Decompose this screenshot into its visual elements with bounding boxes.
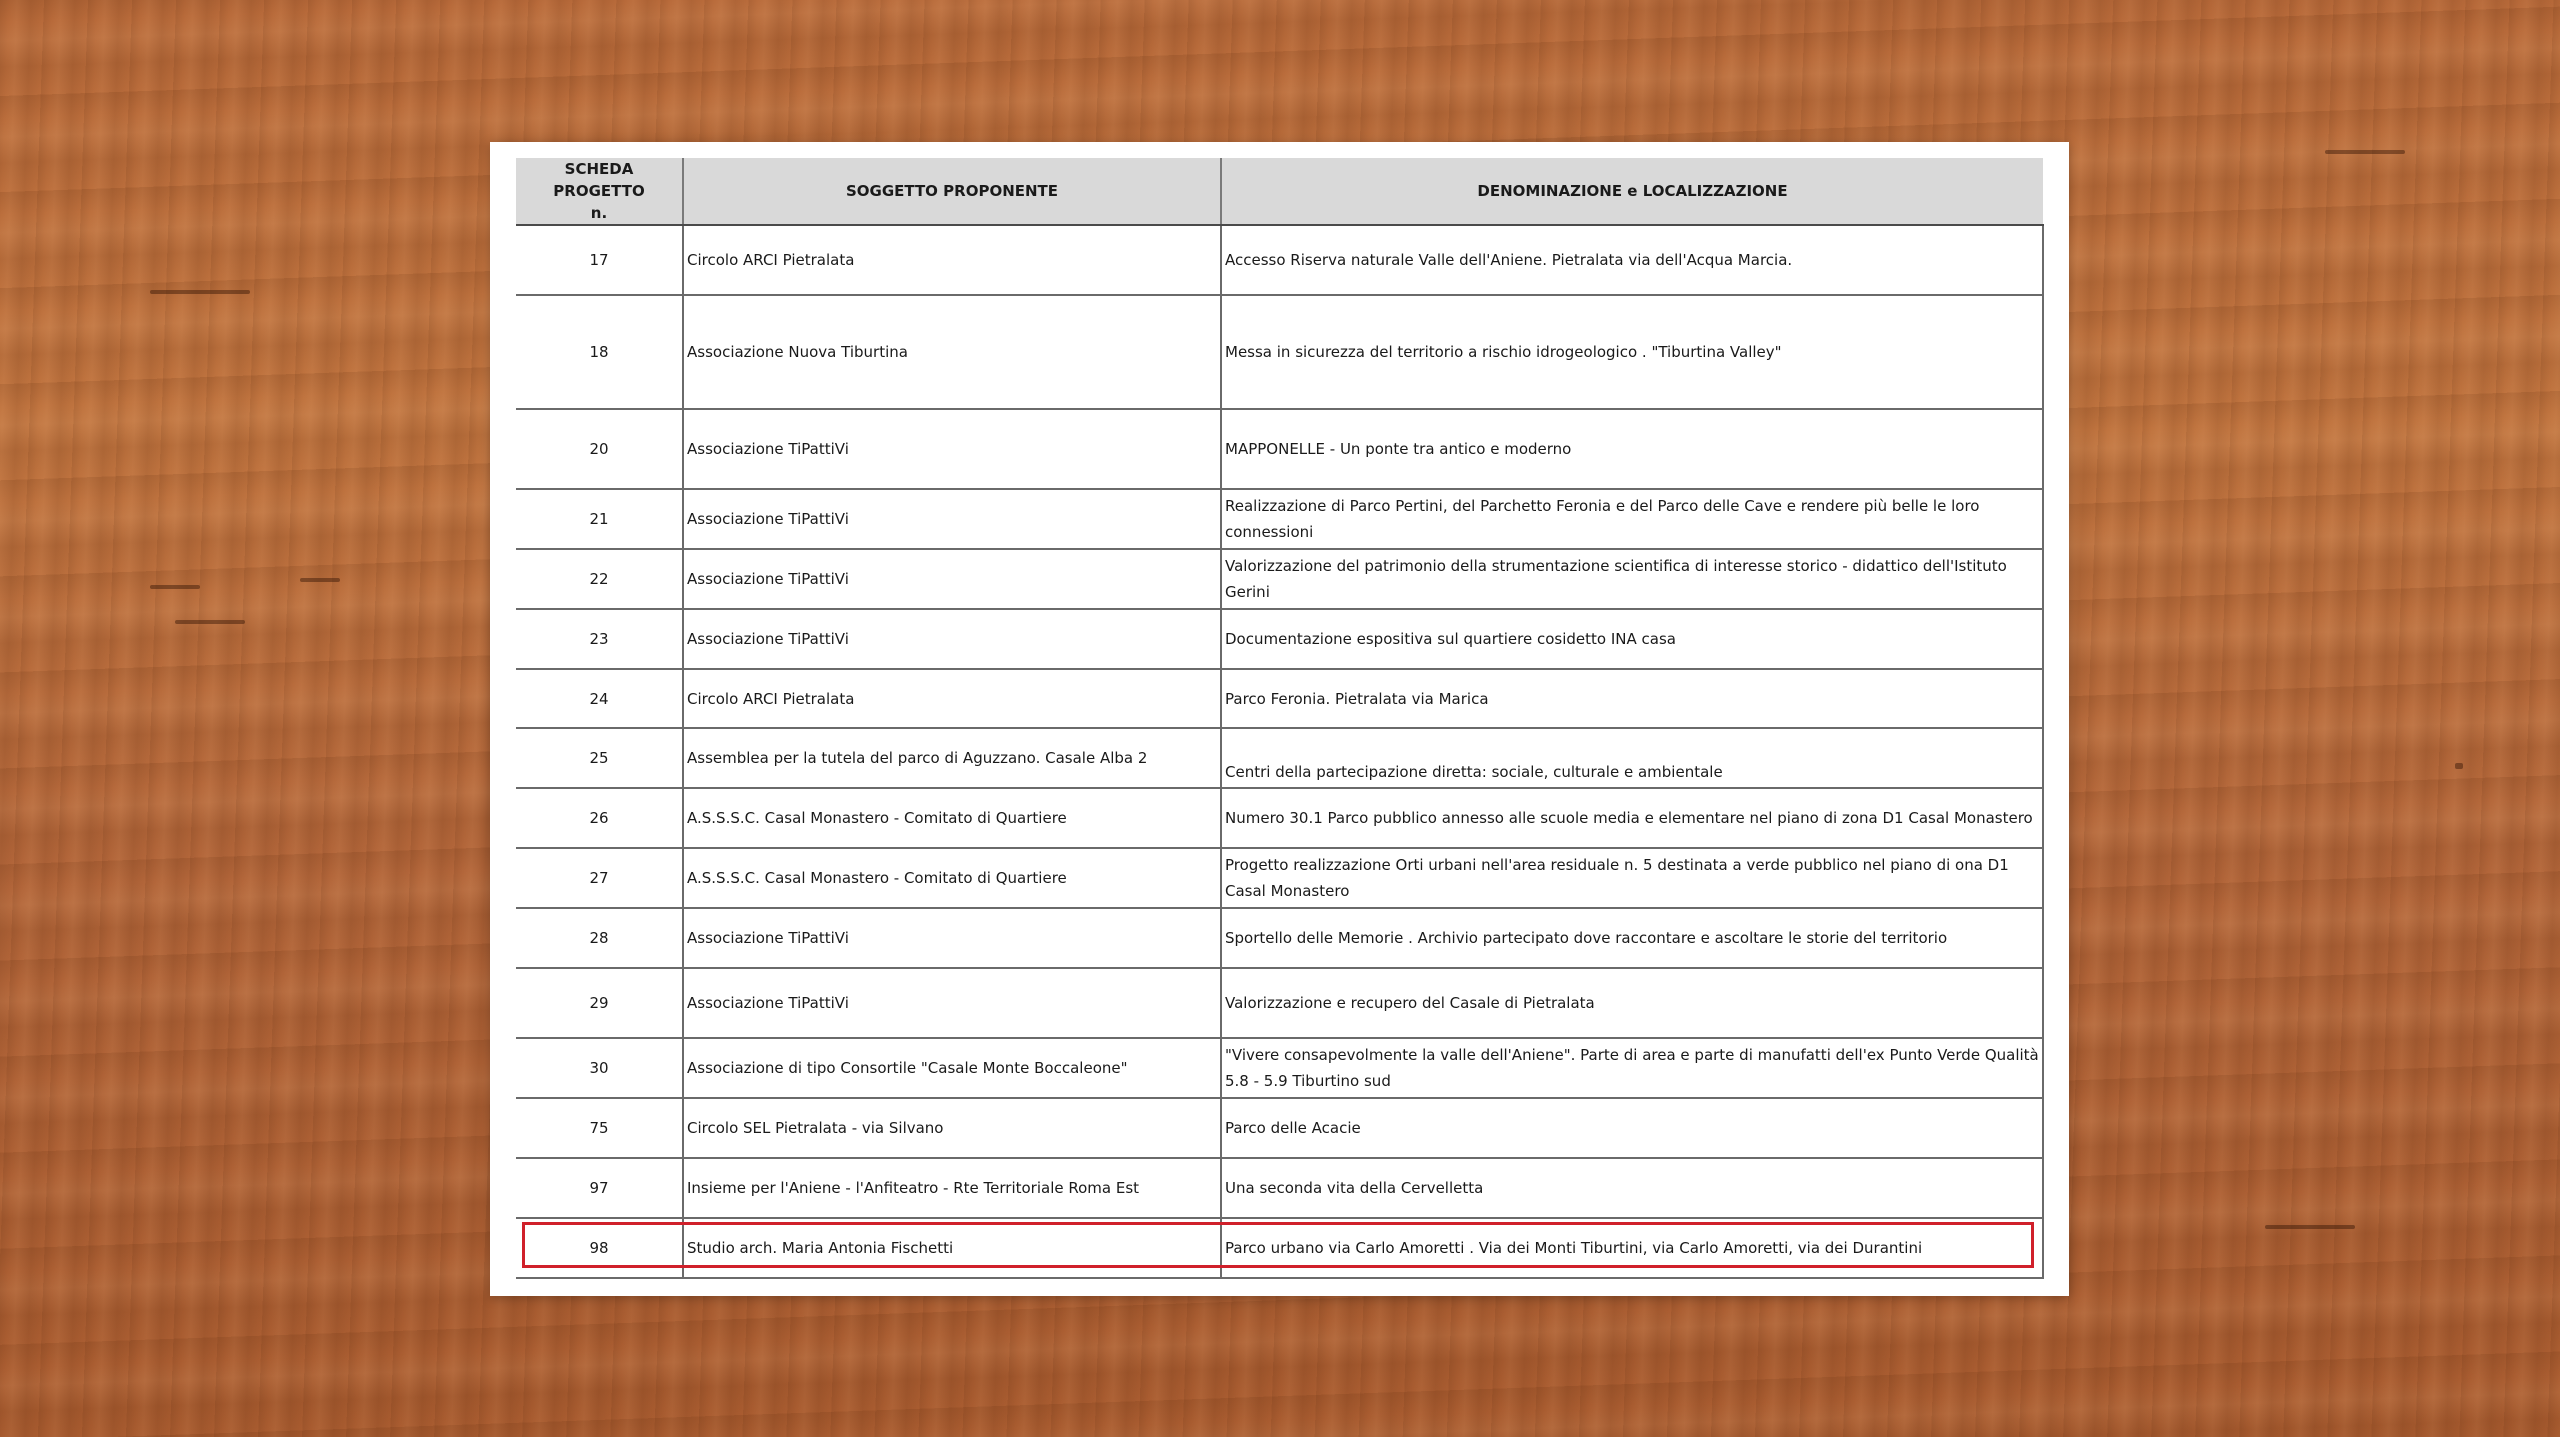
wood-grain-mark — [300, 578, 340, 582]
proponent: Associazione TiPattiVi — [683, 908, 1221, 968]
description: MAPPONELLE - Un ponte tra antico e moderno — [1221, 409, 2043, 489]
table-row — [516, 908, 2043, 968]
description: Numero 30.1 Parco pubblico annesso alle scuole media e elementare nel piano di zona D1 Casal Monastero — [1221, 788, 2043, 848]
proponent: Associazione TiPattiVi — [683, 609, 1221, 669]
proponent: Insieme per l'Aniene - l'Anfiteatro - Rte Territoriale Roma Est — [683, 1158, 1221, 1218]
table-row — [516, 549, 2043, 609]
project-number: 18 — [516, 295, 683, 409]
proponent: Associazione Nuova Tiburtina — [683, 295, 1221, 409]
table-row — [516, 728, 2043, 788]
proponent: Circolo ARCI Pietralata — [683, 669, 1221, 728]
proponent: Circolo ARCI Pietralata — [683, 225, 1221, 295]
proponent: Associazione TiPattiVi — [683, 409, 1221, 489]
document-page — [490, 142, 2069, 1296]
projects-table — [516, 158, 2044, 1279]
proponent: Associazione di tipo Consortile "Casale Monte Boccaleone" — [683, 1038, 1221, 1098]
description: Realizzazione di Parco Pertini, del Parchetto Feronia e del Parco delle Cave e rendere più belle le loro connessioni — [1221, 489, 2043, 549]
header-description: DENOMINAZIONE e LOCALIZZAZIONE — [1221, 158, 2043, 225]
description: Valorizzazione e recupero del Casale di Pietralata — [1221, 968, 2043, 1038]
project-number: 17 — [516, 225, 683, 295]
description: Centri della partecipazione diretta: sociale, culturale e ambientale — [1221, 728, 2043, 788]
proponent: Associazione TiPattiVi — [683, 968, 1221, 1038]
description: Parco delle Acacie — [1221, 1098, 2043, 1158]
proponent: A.S.S.S.C. Casal Monastero - Comitato di Quartiere — [683, 848, 1221, 908]
description: Parco urbano via Carlo Amoretti . Via dei Monti Tiburtini, via Carlo Amoretti, via dei Durantini — [1221, 1218, 2043, 1278]
wood-grain-mark — [2265, 1225, 2355, 1229]
header-project-number — [516, 158, 683, 225]
table-row-highlighted — [516, 1218, 2043, 1278]
project-number: 97 — [516, 1158, 683, 1218]
table-row — [516, 968, 2043, 1038]
project-number: 24 — [516, 669, 683, 728]
wood-grain-mark — [150, 290, 250, 294]
table-row — [516, 1038, 2043, 1098]
proponent: A.S.S.S.C. Casal Monastero - Comitato di Quartiere — [683, 788, 1221, 848]
table-row — [516, 788, 2043, 848]
project-number: 26 — [516, 788, 683, 848]
proponent: Circolo SEL Pietralata - via Silvano — [683, 1098, 1221, 1158]
description: Valorizzazione del patrimonio della strumentazione scientifica di interesse storico - didattico dell'Istituto Gerini — [1221, 549, 2043, 609]
table-row — [516, 225, 2043, 295]
table-row — [516, 848, 2043, 908]
project-number: 21 — [516, 489, 683, 549]
table-row — [516, 1098, 2043, 1158]
project-number: 22 — [516, 549, 683, 609]
project-number: 23 — [516, 609, 683, 669]
description: Sportello delle Memorie . Archivio partecipato dove raccontare e ascoltare le storie del territorio — [1221, 908, 2043, 968]
table-header-row — [516, 158, 2043, 225]
table-row — [516, 669, 2043, 728]
header-project-number-line2: n. — [590, 204, 608, 222]
project-number: 30 — [516, 1038, 683, 1098]
header-proponent: SOGGETTO PROPONENTE — [683, 158, 1221, 225]
description: Accesso Riserva naturale Valle dell'Aniene. Pietralata via dell'Acqua Marcia. — [1221, 225, 2043, 295]
project-number: 29 — [516, 968, 683, 1038]
description: "Vivere consapevolmente la valle dell'Aniene". Parte di area e parte di manufatti dell'ex Punto Verde Qualità 5.8 - 5.9 Tiburtino sud — [1221, 1038, 2043, 1098]
table-row — [516, 295, 2043, 409]
description: Progetto realizzazione Orti urbani nell'area residuale n. 5 destinata a verde pubblico nel piano di ona D1 Casal Monastero — [1221, 848, 2043, 908]
table-row — [516, 1158, 2043, 1218]
project-number: 98 — [516, 1218, 683, 1278]
proponent: Associazione TiPattiVi — [683, 549, 1221, 609]
table-row — [516, 489, 2043, 549]
description: Parco Feronia. Pietralata via Marica — [1221, 669, 2043, 728]
proponent: Associazione TiPattiVi — [683, 489, 1221, 549]
wood-grain-mark — [2325, 150, 2405, 154]
project-number: 27 — [516, 848, 683, 908]
wood-grain-mark — [175, 620, 245, 624]
description: Messa in sicurezza del territorio a rischio idrogeologico . "Tiburtina Valley" — [1221, 295, 2043, 409]
proponent: Assemblea per la tutela del parco di Aguzzano. Casale Alba 2 — [683, 728, 1221, 788]
project-number: 75 — [516, 1098, 683, 1158]
table-row — [516, 409, 2043, 489]
project-number: 25 — [516, 728, 683, 788]
project-number: 28 — [516, 908, 683, 968]
project-number: 20 — [516, 409, 683, 489]
description: Documentazione espositiva sul quartiere cosidetto INA casa — [1221, 609, 2043, 669]
table-row — [516, 609, 2043, 669]
description: Una seconda vita della Cervelletta — [1221, 1158, 2043, 1218]
wood-grain-mark — [2455, 763, 2463, 769]
wood-grain-mark — [150, 585, 200, 589]
header-project-number-line1: SCHEDA PROGETTO — [553, 160, 645, 200]
proponent: Studio arch. Maria Antonia Fischetti — [683, 1218, 1221, 1278]
